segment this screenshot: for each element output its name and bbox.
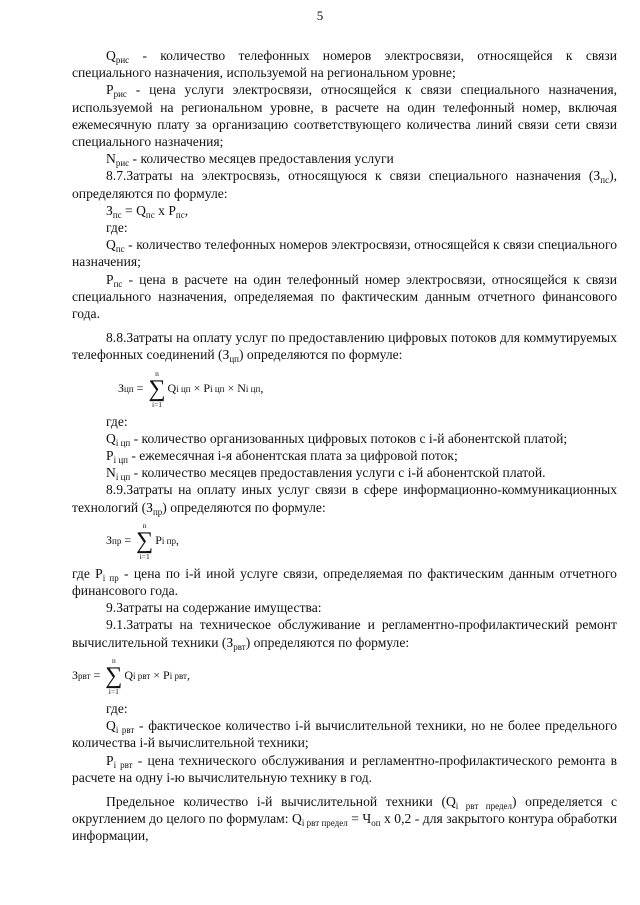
definition-n-ris: $N_{рис}$ - количество месяцев предоставления услуги xyxy=(106,151,394,169)
definition-p-ris: $Р_{рис}$ - цена услуги электросвязи, относящейся к связи специального назначения, используемой на региональном уровне, в расчете на один телефонный номер, включая ежемесячную плату за организацию соответствующего количества линий связи сети связи специального назначения; xyxy=(72,82,617,150)
page-number: 5 xyxy=(316,8,324,23)
where-label: где: xyxy=(106,700,128,716)
sum-sign: n ∑ i=1 xyxy=(105,655,123,696)
where-label: где: xyxy=(106,413,128,429)
limit-quantity-rvt: Предельное количество i-й вычислительной техники $(Q_{i рвт предел})$ определяется с округлением до целого по формулам: $Q_{i рвт предел} = Ч_{оп}$ х 0,2 - для закрытого контура обработки информации, xyxy=(72,793,618,844)
clause-8-8: 8.8.Затраты на оплату услуг по предоставлению цифровых потоков для коммутируемых телефонных соединений $(З_{цп})$ определяются по формуле: xyxy=(72,330,617,365)
clause-8-9: 8.9.Затраты на оплату иных услуг связи в сфере информационно-коммуникационных технологий $(З_{пр})$ определяются по формуле: xyxy=(72,482,617,517)
definition-p-pr: где $Р_{i пр}$ - цена по i-й иной услуге связи, определяемая по фактическим данным отчетного финансового года. xyxy=(72,565,617,599)
section-9: 9.Затраты на содержание имущества: xyxy=(106,600,322,616)
definition-p-ps: $Р_{пс}$ - цена в расчете на один телефонный номер электросвязи, относящейся к связи специального назначения, определяемая по фактическим данным отчетного финансового года. xyxy=(72,271,617,322)
formula-z-rvt: З рвт = n ∑ i=1 Q i рвт × P i рвт , xyxy=(72,655,190,696)
page-content xyxy=(72,47,617,845)
formula-z-tsp: З цп = n ∑ i=1 Q i цп × P i цп × N i цп , xyxy=(118,368,264,409)
where-label: где: xyxy=(106,220,128,236)
definition-q-rvt: $Q_{i рвт}$ - фактическое количество i-й вычислительной техники, но не более предельного количества i-й вычислительной техники; xyxy=(72,718,617,751)
sum-sign: n ∑ i=1 xyxy=(148,368,166,409)
definition-p-tsp: $Р_{i цп}$ - ежемесячная i-я абонентская плата за цифровой поток; xyxy=(106,448,458,466)
formula-z-pr: З пр = n ∑ i=1 P i пр , xyxy=(106,520,179,561)
formula-z-ps: $З_{пс} = Q_{пс}$ х $Р_{пс}$, xyxy=(106,202,189,220)
definition-q-ps: $Q_{пс}$ - количество телефонных номеров электросвязи, относящейся к связи специального назначения; xyxy=(72,237,617,270)
definition-q-ris: $Q_{рис}$ - количество телефонных номеров электросвязи, относящейся к связи специального назначения, используемой на региональном уровне; xyxy=(72,48,617,81)
definition-n-tsp: $N_{i цп}$ - количество месяцев предоставления услуги с i-й абонентской платой. xyxy=(106,465,546,483)
sum-sign: n ∑ i=1 xyxy=(136,520,154,561)
clause-9-1: 9.1.Затраты на техническое обслуживание и регламентно-профилактический ремонт вычислительной техники $(З_{рвт})$ определяются по формуле: xyxy=(72,617,617,652)
definition-q-tsp: $Q_{i цп}$ - количество организованных цифровых потоков с i-й абонентской платой; xyxy=(106,430,568,448)
definition-p-rvt: $Р_{i рвт}$ - цена технического обслуживания и регламентно-профилактического ремонта в расчете на одну i-ю вычислительную технику в год. xyxy=(72,752,617,785)
clause-8-7: 8.7.Затраты на электросвязь, относящуюся к связи специального назначения $(З_{пс})$, определяются по формуле: xyxy=(72,168,617,201)
